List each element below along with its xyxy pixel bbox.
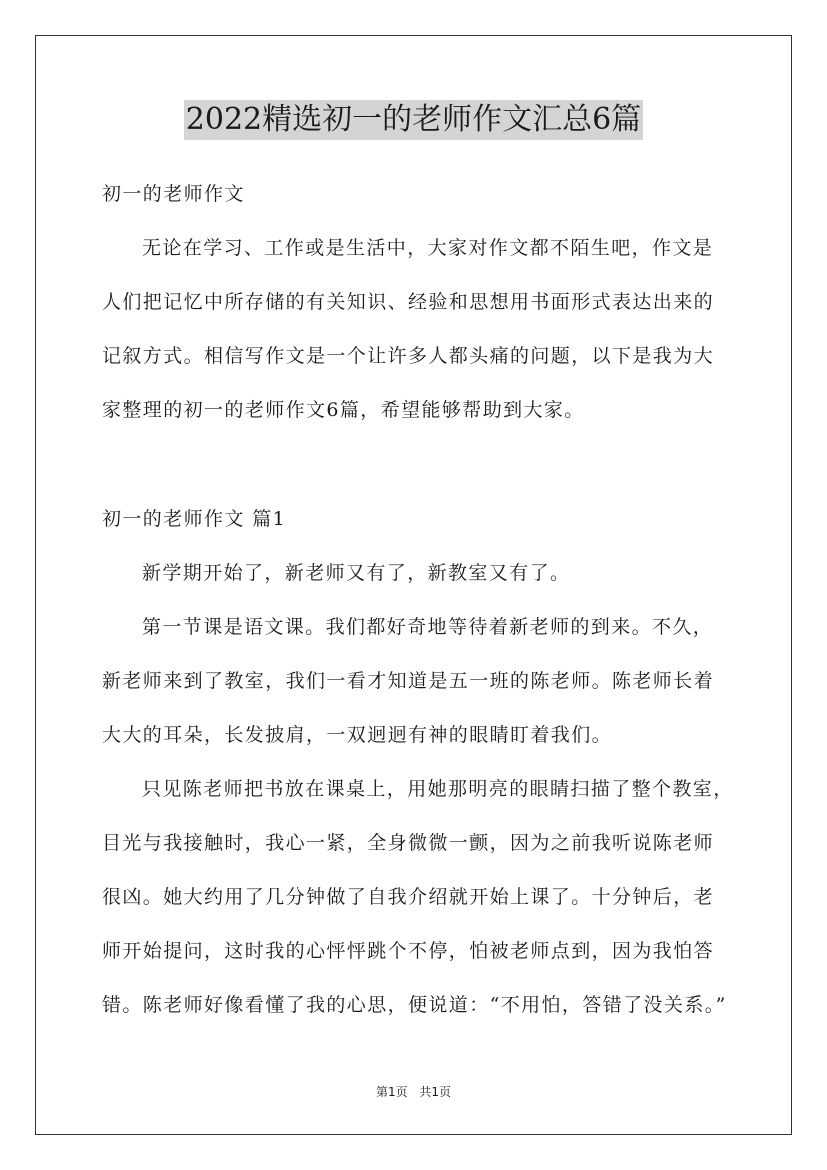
- body-line-7: 很凶。她大约用了几分钟做了自我介绍就开始上课了。十分钟后，老: [102, 886, 715, 908]
- body-line-2: 第一节课是语文课。我们都好奇地等待着新老师的到来。不久，: [142, 616, 714, 638]
- intro-line-3: 记叙方式。相信写作文是一个让许多人都头痛的问题，以下是我为大: [102, 345, 715, 367]
- intro-line-4: 家整理的初一的老师作文6篇，希望能够帮助到大家。: [102, 399, 585, 421]
- intro-line-2: 人们把记忆中所存储的有关知识、经验和思想用书面形式表达出来的: [102, 291, 715, 313]
- subheading: 初一的老师作文: [102, 183, 245, 205]
- body-line-1: 新学期开始了，新老师又有了，新教室又有了。: [142, 562, 571, 584]
- page-footer: [0, 1083, 827, 1100]
- body-line-8: 师开始提问，这时我的心怦怦跳个不停，怕被老师点到，因为我怕答: [102, 940, 715, 962]
- title-container: [0, 100, 827, 140]
- intro-line-1: 无论在学习、工作或是生活中，大家对作文都不陌生吧，作文是: [142, 237, 714, 259]
- page-number: 第1页: [375, 1085, 408, 1099]
- page-total: 共1页: [419, 1085, 452, 1099]
- body-line-6: 目光与我接触时，我心一紧，全身微微一颤，因为之前我听说陈老师: [102, 832, 715, 854]
- document-title: 2022精选初一的老师作文汇总6篇: [184, 100, 643, 140]
- body-line-3: 新老师来到了教室，我们一看才知道是五一班的陈老师。陈老师长着: [102, 670, 715, 692]
- section-heading: 初一的老师作文 篇1: [102, 508, 287, 530]
- body-line-4: 大大的耳朵，长发披肩，一双迥迥有神的眼睛盯着我们。: [102, 724, 613, 746]
- body-line-5: 只见陈老师把书放在课桌上，用她那明亮的眼睛扫描了整个教室，: [142, 778, 734, 800]
- body-line-9: 错。陈老师好像看懂了我的心思，便说道：“不用怕，答错了没关系。”: [102, 994, 727, 1016]
